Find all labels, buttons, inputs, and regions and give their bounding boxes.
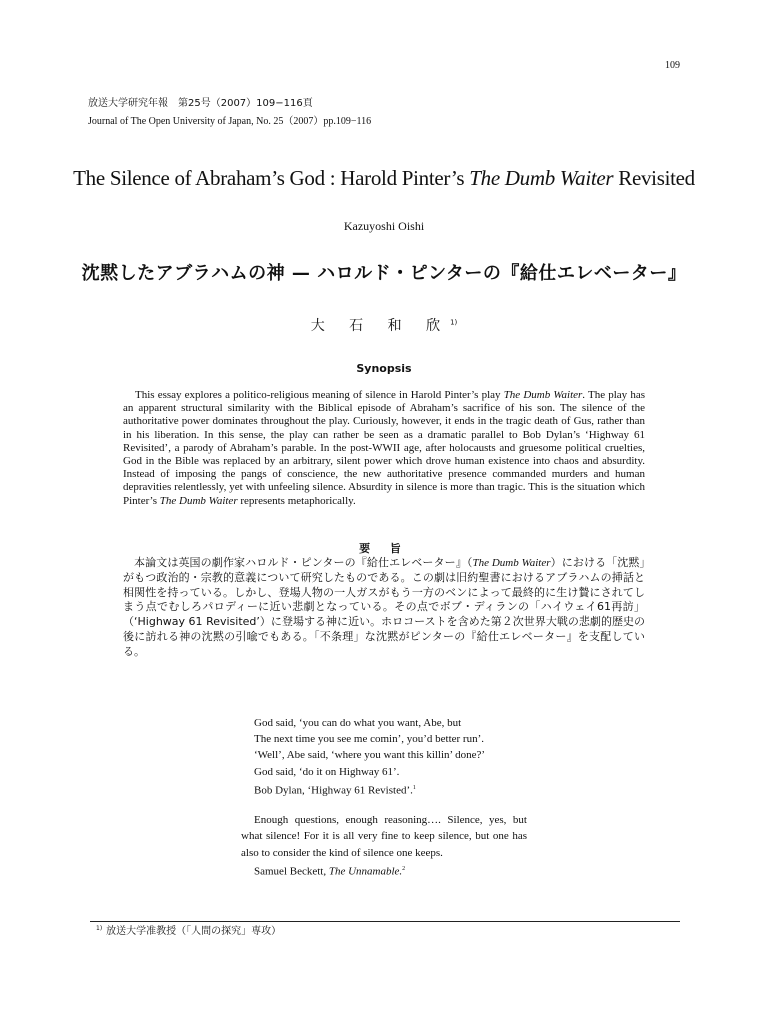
- synopsis-italic-1: The Dumb Waiter: [503, 389, 583, 401]
- epigraph-source-text: Bob Dylan, ‘Highway 61 Revisted’.: [254, 784, 413, 797]
- synopsis-text-2: . The play has an apparent structural similarity with the Biblical episode of Abraham’s sacrifice of his son. The silence of the authoritative power dominates throughout the play. Curiously, however, it ends in the tragic death of Gus, rather than in his liberation. In this sense, the play can rather be seen as a dramatic parallel to Bob Dylan’s ‘Highway 61 Revisited’, a parody of Abraham’s parable. In the post-WWII age, after holocausts and gruesome political cruelties, God in the Bible was replaced by an arbitrary, silent power which drove human existence into chaos and absurdity. Instead of imposing the pangs of conscience, the new authoritative presence commanded murders and human depravities relentlessly, yet with unfeeling silence. Absurdity in silence is more than tragic. This is the situation which Pinter’s: [123, 389, 645, 507]
- abstract-ja-text-1: 本論文は英国の劇作家ハロルド・ピンターの『給仕エレベーター』（: [134, 556, 473, 569]
- synopsis-paragraph: [123, 389, 645, 508]
- abstract-japanese-heading: 要 旨: [359, 542, 409, 555]
- page-number: 109: [665, 60, 680, 71]
- epigraph-source: [254, 780, 554, 799]
- epigraph-quote: Enough questions, enough reasoning…. Silence, yes, but what silence! For it is all very fine to keep silence, but one has also to consider the kind of silence one keeps.: [241, 814, 527, 859]
- abstract-ja-italic: The Dumb Waiter: [472, 557, 551, 569]
- endnote-mark: 1: [412, 784, 416, 791]
- abstract-ja-text-2: ）における「沈黙」がもつ政治的・宗教的意義について研究したものである。この劇は旧約聖書におけるアブラハムの挿話と相関性を持っている。しかし、登場人物の一人ガスがもう一方のベンによって最終的に生け贄にされてしまう点でむしろパロディーに近い悲劇となっている。その点でボブ・ディランの「ハイウェイ61再訪」（‘Highway 61 Revisited’）に登場する神に近い。ホロコーストを含めた第２次世界大戦の悲劇的歴史の後に訪れる神の沈黙の引喩でもある。「不条理」な沈黙がピンターの『給仕エレベーター』を支配している。: [123, 556, 646, 658]
- epigraph-line: God said, ‘do it on Highway 61’.: [254, 765, 400, 778]
- epigraph-line: The next time you see me comin’, you’d better run’.: [254, 733, 485, 746]
- epigraph-dylan: [254, 715, 554, 799]
- journal-citation-japanese: 放送大学研究年報 第25号（2007）109−116頁: [88, 98, 313, 109]
- abstract-japanese-paragraph: [123, 556, 645, 660]
- journal-citation-english: Journal of The Open University of Japan, No. 25（2007）pp.109−116: [88, 116, 372, 127]
- author-japanese: [0, 315, 768, 335]
- author-footnote-mark: 1): [450, 318, 458, 327]
- synopsis-heading: Synopsis: [356, 362, 412, 375]
- epigraph-source: [241, 861, 527, 880]
- synopsis-body: [123, 389, 645, 508]
- title-prefix: The Silence of Abraham’s God : Harold Pinter’s: [73, 166, 470, 190]
- footnote-text: 放送大学准教授（「人間の探究」専攻）: [106, 926, 282, 937]
- author-english: Kazuyoshi Oishi: [343, 219, 425, 233]
- epigraph-line: ‘Well’, Abe said, ‘where you want this killin’ done?’: [254, 749, 486, 762]
- synopsis-italic-2: The Dumb Waiter: [159, 494, 238, 507]
- author-japanese-name: 大 石 和 欣: [310, 318, 451, 334]
- epigraph-beckett: [241, 812, 527, 880]
- paper-title: [60, 166, 708, 191]
- title-suffix: Revisited: [613, 166, 695, 190]
- synopsis-text-1: This essay explores a politico-religious meaning of silence in Harold Pinter’s play: [135, 389, 504, 401]
- epigraph-source-title: The Unnamable.: [328, 865, 403, 878]
- footnote: [96, 922, 281, 937]
- epigraph-source-author: Samuel Beckett,: [254, 865, 329, 878]
- footnote-mark: 1): [96, 924, 103, 932]
- abstract-japanese-body: [123, 556, 645, 660]
- epigraph-line: God said, ‘you can do what you want, Abe, but: [254, 717, 462, 729]
- synopsis-text-3: represents metaphorically.: [237, 494, 356, 507]
- paper-title-japanese: 沈黙したアブラハムの神 — ハロルド・ピンターの『給仕エレベーター』: [81, 263, 687, 284]
- title-italic: The Dumb Waiter: [469, 166, 614, 190]
- endnote-mark: 2: [402, 866, 406, 873]
